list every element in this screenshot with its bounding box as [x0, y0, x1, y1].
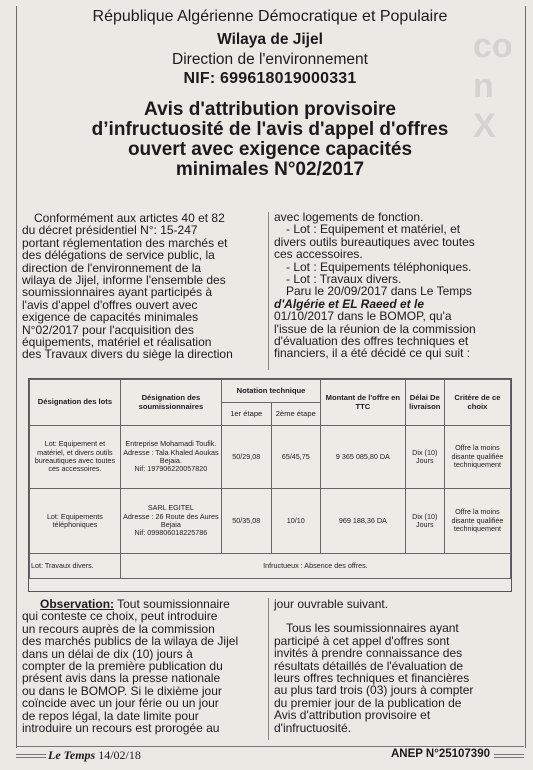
column-divider [268, 598, 269, 740]
table-row [30, 426, 511, 489]
soum-address: Adresse : 26 Route des Aures Bejaia [123, 511, 219, 529]
body-line: d'Algérie et EL Raeed et le [274, 296, 425, 311]
cell-montant: 969 188,36 DA [321, 489, 406, 554]
body-line: d'évaluation des offres techniques et [274, 334, 469, 349]
wilaya-heading: Wilaya de Jijel [217, 31, 323, 48]
soum-name: Entreprise Mohamadi Toufik. [125, 439, 217, 449]
observation-left-column [22, 598, 264, 734]
observation-text: Tout soumissionnaire [114, 597, 230, 611]
cell-delai: Dix (10) Jours [405, 489, 444, 554]
page-footer [16, 746, 524, 763]
cell-lot: Lot: Travaux divers. [30, 554, 121, 579]
cell-infructueux: Infructueux : Absence des offres. [120, 554, 510, 579]
soum-name: SARL EGITEL [147, 503, 194, 513]
cell-critere: Offre la moins disante qualifiée techniquement [444, 489, 510, 554]
cell-critere: Offre la moins disante qualifiée techniquement [444, 426, 510, 489]
observation-line: invités à prendre connaissance des [274, 646, 463, 661]
soum-nif: Nif: 197906220057820 [134, 464, 208, 474]
observation-line: des marchés publics de la wilaya de Jijel [22, 634, 239, 649]
body-line: - Lot : Equipements téléphoniques. [286, 259, 472, 274]
body-line: divers outils bureautiques avec toutes [274, 234, 475, 249]
body-left-column [22, 212, 264, 361]
observation-right-column [274, 598, 518, 734]
observation-line: résultats détaillés de l'évaluation de [274, 658, 464, 673]
observation-line: coïncide avec un jour férie ou un jour [22, 696, 219, 711]
direction-heading: Direction de l'environnement [172, 51, 368, 68]
observation-label: Observation: [40, 597, 115, 611]
col-header-delai: Délai De livraison [405, 380, 444, 426]
body-line: - Lot : Equipement et matériel, et [286, 222, 461, 237]
table-row [30, 489, 511, 554]
body-line: Conformément aux artictes 40 et 82 [34, 211, 225, 225]
cell-etape2: 65/45,75 [271, 426, 321, 489]
body-line: avec logements de fonction. [274, 210, 424, 224]
footer-rule [16, 754, 46, 758]
observation-line: compter de la première publication du [22, 659, 223, 674]
observation-line: au plus tard trois (03) jours à compter [274, 683, 474, 698]
cell-etape1: 50/29,08 [221, 426, 271, 489]
col-header-critere: Critère de ce choix [444, 380, 510, 426]
body-line: des Travaux divers du siège la direction [22, 347, 233, 362]
paper-name: Le Temps [48, 748, 96, 762]
cell-etape1: 50/35,08 [221, 489, 271, 554]
footer-rule [494, 754, 524, 758]
observation-line: un recours auprès de la commission [22, 621, 215, 636]
title-line: ouvert avec exigence capacités [127, 139, 413, 160]
body-line: ces accessoires. [274, 247, 363, 262]
title-line: minimales N°02/2017 [175, 159, 365, 180]
body-line: 01/10/2017 dans le BOMOP, qu'a [274, 309, 452, 324]
cell-etape2: 10/10 [271, 489, 321, 554]
notice-title [30, 100, 510, 180]
observation-line: participé à cet appel d'offres sont [274, 633, 450, 648]
body-line: équipements, matériel et réalisation [22, 335, 212, 350]
body-line: des délégations de service public, la [22, 248, 215, 263]
body-line: du décret présidentiel N°: 15-247 [22, 223, 198, 238]
cell-soumissionnaire [120, 489, 221, 554]
col-header-lots: Désignation des lots [30, 380, 121, 426]
body-line: portant réglementation des marchés et [22, 235, 228, 250]
title-line: d’infructuosité de l'avis d'appel d'offres [91, 119, 449, 140]
cell-lot: Lot: Equipement et matériel, et divers outils bureautiques avec toutes ces accessoires. [30, 426, 121, 489]
body-right-column [274, 211, 518, 360]
results-table [28, 378, 512, 592]
observation-line: d'infructuosité. [274, 720, 351, 735]
body-line: wilaya de Jijel, informe l'ensemble des [22, 273, 226, 288]
col-header-etape1: 1er étape [221, 403, 271, 426]
observation-line: qui conteste ce choix, peut introduire [22, 609, 218, 624]
col-header-etape2: 2ème étape [271, 403, 321, 426]
table-row [30, 554, 511, 579]
footer-paper [48, 748, 141, 763]
results-table-grid [29, 379, 511, 579]
republique-heading: République Algérienne Démocratique et Populaire [92, 8, 448, 25]
body-line: l'avis d'appel d'offres ouvert avec [22, 297, 198, 312]
body-line: l'issue de la réunion de la commission [274, 321, 476, 336]
paper-date: 14/02/18 [98, 748, 141, 762]
nif-heading: NIF: 699618019000331 [183, 70, 357, 87]
observation-line: présent avis dans la presse nationale [22, 671, 221, 686]
observation-line: de repos légal, la date limite pour [22, 708, 199, 723]
cell-montant: 9 365 085,80 DA [321, 426, 406, 489]
observation-line: ou dans le BOMOP. Si le dixième jour [22, 683, 222, 698]
body-line: - Lot : Travaux divers. [286, 272, 402, 287]
observation-line: du premier jour de la publication de [274, 695, 462, 710]
col-header-montant: Montant de l'offre en TTC [321, 380, 406, 426]
soum-address: Adresse : Tala Khaled Aoukas Bejaia. [123, 447, 219, 465]
cell-soumissionnaire [120, 426, 221, 489]
bleed-through-text: co n X [473, 27, 513, 145]
body-line: N°02/2017 pour l'acquisition des [22, 322, 194, 337]
observation-line: leurs offres techniques et financières [274, 671, 470, 686]
observation-line: jour ouvrable suivant. [274, 597, 389, 611]
body-line: exigence de capacités minimales [22, 310, 199, 325]
anep-reference: ANEP N°25107390 [390, 748, 490, 760]
column-divider [268, 212, 269, 370]
body-line: financiers, il a été décidé ce qui suit : [274, 346, 471, 361]
body-line: Paru le 20/09/2017 dans Le Temps [286, 284, 472, 299]
observation-line: dans un délai de dix (10) jours à [22, 646, 193, 661]
body-line: direction de l'environnement de la [22, 260, 202, 275]
soum-nif: Nif: 099806018225786 [134, 528, 208, 538]
col-header-notation: Notation technique [221, 380, 320, 403]
body-line: soumissionnaires ayant participés à [22, 285, 213, 300]
observation-line: Tous les soumissionnaires ayant [286, 621, 459, 636]
cell-delai: Dix (10) Jours [405, 426, 444, 489]
title-line: Avis d'attribution provisoire [144, 99, 396, 120]
observation-line: Avis d'attribution provisoire et [274, 708, 431, 723]
observation-line: introduire un recours est prorogée au [22, 721, 220, 736]
col-header-soumissionnaires: Désignation des soumissionnaires [120, 380, 221, 426]
cell-lot: Lot: Equipements téléphoniques [30, 489, 121, 554]
